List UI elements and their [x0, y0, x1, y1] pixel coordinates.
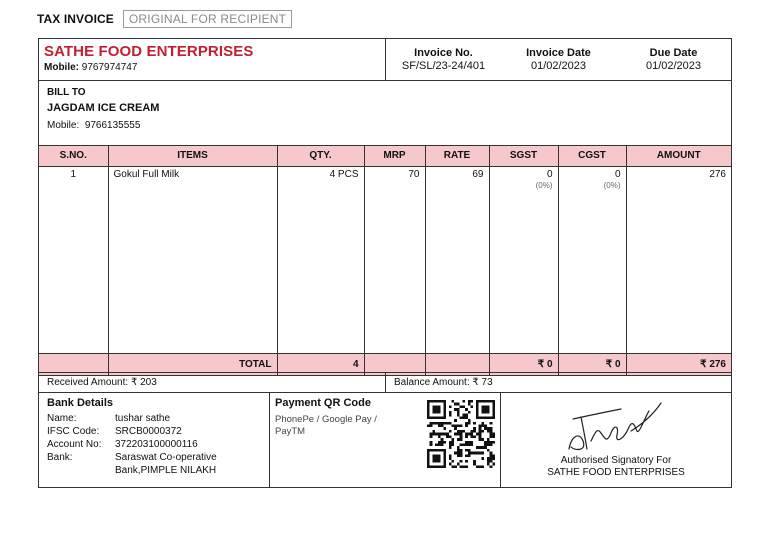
- col-items: ITEMS: [108, 146, 277, 166]
- due-date: Due Date 01/02/2023: [645, 47, 702, 72]
- seller-block: [39, 39, 386, 80]
- table-header-row: [39, 146, 731, 166]
- col-rate: RATE: [425, 146, 489, 166]
- signatory-company: SATHE FOOD ENTERPRISES: [547, 467, 685, 478]
- qr-title: Payment QR Code: [275, 397, 371, 409]
- payment-qr-section: [270, 393, 501, 487]
- total-label: TOTAL: [108, 354, 277, 375]
- bank-row: Name: tushar sathe: [47, 413, 171, 424]
- bank-row: Bank: Saraswat Co-operative Bank,PIMPLE NILAKH: [47, 452, 217, 476]
- original-badge: ORIGINAL FOR RECIPIENT: [123, 10, 292, 28]
- total-qty: 4: [277, 354, 364, 375]
- bill-to-label: BILL TO: [47, 87, 86, 98]
- invoice-box: [38, 38, 732, 376]
- seller-name: SATHE FOOD ENTERPRISES: [44, 43, 254, 60]
- customer-mobile: Mobile: 9766135555: [47, 120, 141, 131]
- seller-mobile: Mobile: 9767974747: [44, 62, 138, 73]
- amounts-row: [39, 373, 731, 393]
- invoice-no: Invoice No. SF/SL/23-24/401: [401, 47, 486, 72]
- signature-icon: [561, 397, 671, 455]
- items-table: [39, 146, 731, 375]
- col-amount: AMOUNT: [626, 146, 731, 166]
- bank-row: IFSC Code: SRCB0000372: [47, 426, 182, 437]
- doc-title: TAX INVOICE: [37, 12, 114, 26]
- bank-row: Account No: 372203100000116: [47, 439, 198, 450]
- bank-details: [39, 393, 270, 487]
- table-row: 1 Gokul Full Milk 4 PCS 70 69 0 (0%) 0 (0%) 276: [39, 166, 731, 192]
- col-sgst: SGST: [489, 146, 558, 166]
- table-filler: [39, 192, 731, 354]
- total-cgst: ₹ 0: [558, 354, 626, 375]
- total-sgst: ₹ 0: [489, 354, 558, 375]
- col-cgst: CGST: [558, 146, 626, 166]
- document-heading: [37, 9, 292, 29]
- received-amount: Received Amount: ₹ 203: [39, 373, 386, 392]
- footer-row: [39, 393, 731, 487]
- bill-to-block: [39, 81, 731, 146]
- customer-name: JAGDAM ICE CREAM: [47, 102, 160, 114]
- col-sno: S.NO.: [39, 146, 108, 166]
- col-mrp: MRP: [364, 146, 425, 166]
- invoice-meta: [386, 39, 731, 80]
- invoice-date: Invoice Date 01/02/2023: [526, 47, 591, 72]
- col-qty: QTY.: [277, 146, 364, 166]
- bank-title: Bank Details: [47, 397, 114, 409]
- total-amount: ₹ 276: [626, 354, 731, 375]
- payment-box: [38, 372, 732, 488]
- qr-code-icon: [427, 400, 495, 483]
- invoice-header: [39, 39, 731, 81]
- balance-amount: Balance Amount: ₹ 73: [394, 377, 493, 388]
- signatory-label: Authorised Signatory For: [560, 455, 672, 466]
- qr-apps: PhonePe / Google Pay / PayTM: [275, 414, 377, 437]
- signatory-block: [501, 393, 731, 487]
